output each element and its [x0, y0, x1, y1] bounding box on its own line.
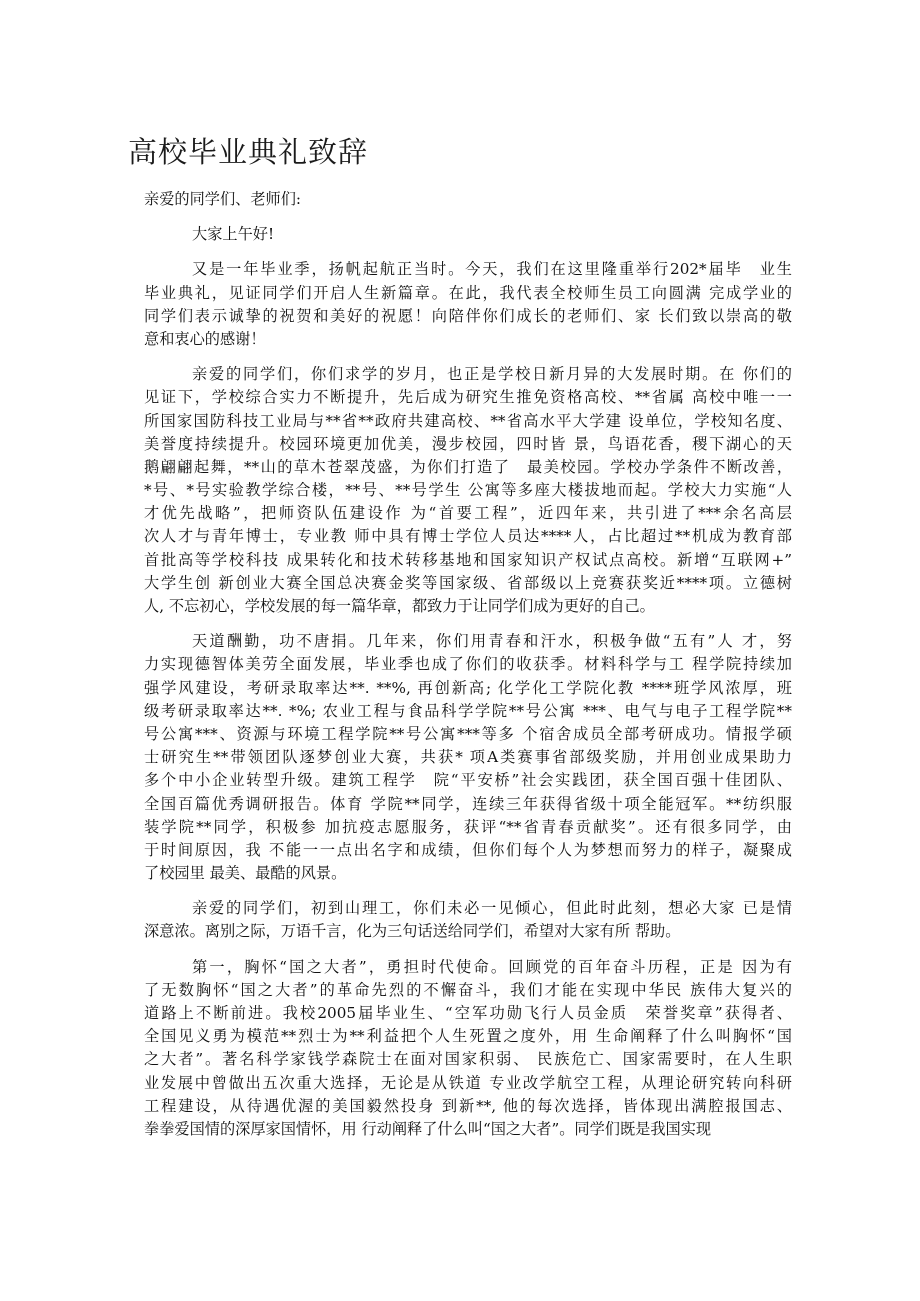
- paragraph-line: 又是一年毕业季，扬帆起航正当时。今天，我们在这里隆重举行202*届毕 业生: [192, 260, 792, 279]
- paragraph-line: 于时间原因，我 不能一一点出名字和成绩，但你们每个人为梦想而努力的样子，凝聚成: [144, 840, 792, 859]
- paragraph-line: 工程建设，从待遇优渥的美国毅然投身 到新**, 他的每次选择，皆体现出满腔报国志、: [144, 1096, 792, 1115]
- paragraph-line: 才优先战略”，把师资队伍建设作 为“首要工程”，近四年来，共引进了***余名高层: [144, 504, 792, 523]
- body-paragraph: [144, 897, 792, 943]
- paragraph-line: 深意浓。离别之际，万语千言，化为三句话送给同学们，希望对大家有所 帮助。: [144, 922, 681, 941]
- salutation-line: 亲爱的同学们、老师们:: [144, 190, 301, 208]
- paragraph-line: 亲爱的同学们，初到山理工，你们未必一见倾心，但此时此刻，想必大家 已是情: [192, 899, 792, 918]
- paragraph-line: 之大者”。著名科学家钱学森院士在面对国家积弱、 民族危亡、国家需要时，在人生职: [144, 1050, 792, 1069]
- body-paragraph: [144, 363, 792, 618]
- paragraph-line: 首批高等学校科技 成果转化和技术转移基地和国家知识产权试点高校。新增“互联网+”: [144, 550, 792, 569]
- paragraph-line: *号、*号实验教学综合楼，**号、**号学生 公寓等多座大楼拔地而起。学校大力实施“人: [144, 481, 792, 500]
- paragraph-line: 号公寓***、资源与环境工程学院**号公寓***等多 个宿舍成员全部考研成功。情报学硕: [144, 724, 792, 743]
- paragraph-line: 毕业典礼，见证同学们开启人生新篇章。在此，我代表全校师生员工向圆满 完成学业的: [144, 283, 792, 302]
- document-title: 高校毕业典礼致辞: [128, 135, 369, 169]
- paragraph-list: [144, 258, 792, 1141]
- paragraph-line: 力实现德智体美劳全面发展，毕业季也成了你们的收获季。材料科学与工 程学院持续加: [144, 655, 792, 674]
- paragraph-line: 装学院**同学，积极参 加抗疫志愿服务，获评“**省青春贡献奖”。还有很多同学，由: [144, 817, 792, 836]
- paragraph-line: 强学风建设，考研录取率达**. **%, 再创新高; 化学化工学院化教 ****班学风浓厚，班: [144, 678, 792, 697]
- paragraph-line: 第一，胸怀“国之大者”，勇担时代使命。回顾党的百年奋斗历程，正是 因为有: [192, 957, 792, 976]
- body-paragraph: [144, 956, 792, 1142]
- paragraph-line: 了校园里 最美、最酷的风景。: [144, 864, 347, 883]
- paragraph-line: 见证下，学校综合实力不断提升，先后成为研究生推免资格高校、**省属 高校中唯一一: [144, 388, 792, 407]
- paragraph-line: 了无数胸怀“国之大者”的革命先烈的不懈奋斗，我们才能在实现中华民 族伟大复兴的: [144, 980, 792, 999]
- paragraph-line: 大学生创 新创业大赛全国总决赛金奖等国家级、省部级以上竞赛获奖近****项。立德树: [144, 573, 792, 592]
- paragraph-line: 全国百篇优秀调研报告。体育 学院**同学，连续三年获得省级十项全能冠军。**纺织服: [144, 794, 792, 813]
- greeting-paragraph: [144, 223, 792, 246]
- paragraph-line: 亲爱的同学们，你们求学的岁月，也正是学校日新月异的大发展时期。在 你们的: [192, 365, 792, 384]
- paragraph-line: 业发展中曾做出五次重大选择，无论是从铁道 专业改学航空工程，从理论研究转向科研: [144, 1073, 792, 1092]
- paragraph-line: 天道酬勤，功不唐捐。几年来，你们用青春和汗水，积极争做“五有”人 才，努: [192, 632, 792, 651]
- document-body: [144, 188, 792, 1153]
- body-paragraph: [144, 258, 792, 351]
- paragraph-line: 美誉度持续提升。校园环境更加优美，漫步校园，四时皆 景，鸟语花香，稷下湖心的天: [144, 434, 792, 453]
- paragraph-line: 多个中小企业转型升级。建筑工程学 院“平安桥”社会实践团，获全国百强十佳团队、: [144, 771, 792, 790]
- salutation-paragraph: [144, 188, 792, 211]
- paragraph-line: 人, 不忘初心，学校发展的每一篇华章，都致力于让同学们成为更好的自己。: [144, 597, 655, 615]
- greeting-line: 大家上午好!: [192, 225, 275, 244]
- paragraph-line: 道路上不断前进。我校2005届毕业生、“空军功勋飞行人员金质 荣誉奖章”获得者、: [144, 1004, 792, 1022]
- paragraph-line: 拳拳爱国情的深厚家国情怀，用 行动阐释了什么叫“国之大者”。同学们既是我国实现: [144, 1119, 712, 1138]
- paragraph-line: 级考研录取率达**. *%; 农业工程与食品科学学院**号公寓 ***、电气与电子工程学院**: [144, 701, 792, 720]
- paragraph-line: 所国家国防科技工业局与**省**政府共建高校、**省高水平大学建 设单位，学校知名度、: [144, 411, 792, 430]
- paragraph-line: 士研究生**带领团队逐梦创业大赛，共获* 项A类赛事省部级奖励，并用创业成果助力: [144, 748, 792, 767]
- paragraph-line: 鹅翩翩起舞，**山的草木苍翠茂盛，为你们打造了 最美校园。学校办学条件不断改善，: [144, 457, 792, 476]
- body-paragraph: [144, 630, 792, 885]
- paragraph-line: 全国见义勇为模范**烈士为**利益把个人生死置之度外，用 生命阐释了什么叫胸怀“国: [144, 1027, 792, 1046]
- paragraph-line: 次人才与青年博士，专业教 师中具有博士学位人员达****人，占比超过**机成为教育部: [144, 527, 792, 546]
- paragraph-line: 同学们表示诚挚的祝贺和美好的祝愿！向陪伴你们成长的老师们、家 长们致以崇高的敬: [144, 306, 792, 325]
- paragraph-line: 意和衷心的感谢！: [144, 329, 266, 348]
